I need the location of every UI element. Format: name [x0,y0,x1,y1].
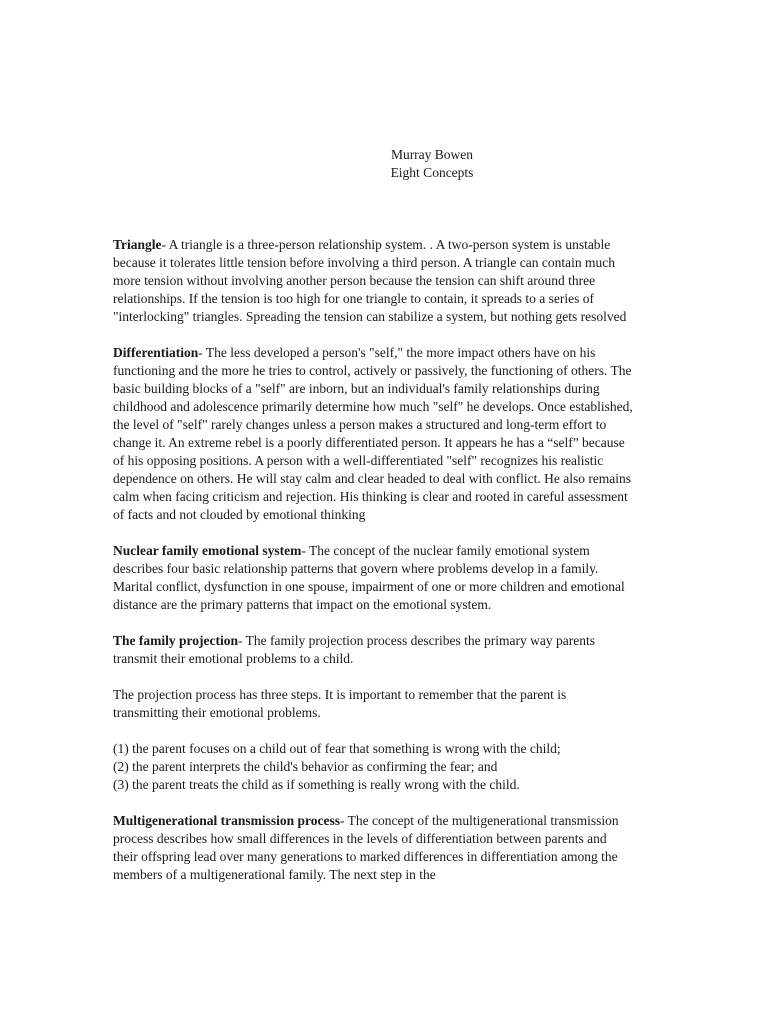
text-multigenerational: - The concept of the multigenerational transmission process describes how small differences in the levels of differentiation between parents and their offspring lead over many generations to marked differences in differentiation among the members of a multigenerational family. The next step in the [113,813,619,882]
author-name: Murray Bowen [390,147,474,162]
term-family-projection: The family projection [113,633,238,648]
list-item: (1) the parent focuses on a child out of fear that something is wrong with the child; [113,741,561,756]
text-family-projection: - The family projection process describes the primary way parents transmit their emotional problems to a child. [113,633,596,666]
paragraph-nuclear-family [113,542,633,614]
text-triangle: - A triangle is a three-person relationship system. . A two-person system is unstable because it tolerates little tension before involving a third person. A triangle can contain much more tension without involving another person because the tension can shift around three relationships. If the tension is too high for one triangle to contain, it spreads to a series of "interlocking" triangles. Spreading the tension can stabilize a system, but nothing gets resolved [113,237,627,324]
term-differentiation: Differentiation [113,345,199,360]
text-differentiation: - The less developed a person's "self," the more impact others have on his functioning and the more he tries to control, actively or passively, the functioning of others. The basic building blocks of a "self" are inborn, but an individual's family relationships during childhood and adolescence primarily determine how much "self" he develops. Once established, the level of "self" rarely changes unless a person makes a structured and long-term effort to change it. An extreme rebel is a poorly differentiated person. It appears he has a “self” because of his opposing positions. A person with a well-differentiated "self" recognizes his realistic dependence on others. He will stay calm and clear headed to deal with conflict. He also remains calm when facing criticism and rejection. His thinking is clear and rooted in careful assessment of facts and not clouded by emotional thinking [113,345,633,522]
paragraph-multigenerational [113,812,633,884]
paragraph-triangle [113,236,633,326]
paragraph-differentiation [113,344,633,524]
term-triangle: Triangle [113,237,162,252]
document-subtitle: Eight Concepts [390,165,474,180]
paragraph-projection-steps-intro: The projection process has three steps. It is important to remember that the parent is transmitting their emotional problems. [113,687,567,720]
list-item: (2) the parent interprets the child's behavior as confirming the fear; and [113,759,498,774]
term-multigenerational: Multigenerational transmission process [113,813,340,828]
paragraph-family-projection [113,632,633,668]
projection-steps-list [113,740,633,794]
document-header [0,146,768,182]
document-body [113,236,633,902]
list-item: (3) the parent treats the child as if something is really wrong with the child. [113,777,520,792]
text-nuclear-family: - The concept of the nuclear family emotional system describes four basic relationship patterns that govern where problems develop in a family. Marital conflict, dysfunction in one spouse, impairment of one or more children and emotional distance are the primary patterns that impact on the emotional system. [113,543,625,612]
term-nuclear-family: Nuclear family emotional system [113,543,302,558]
